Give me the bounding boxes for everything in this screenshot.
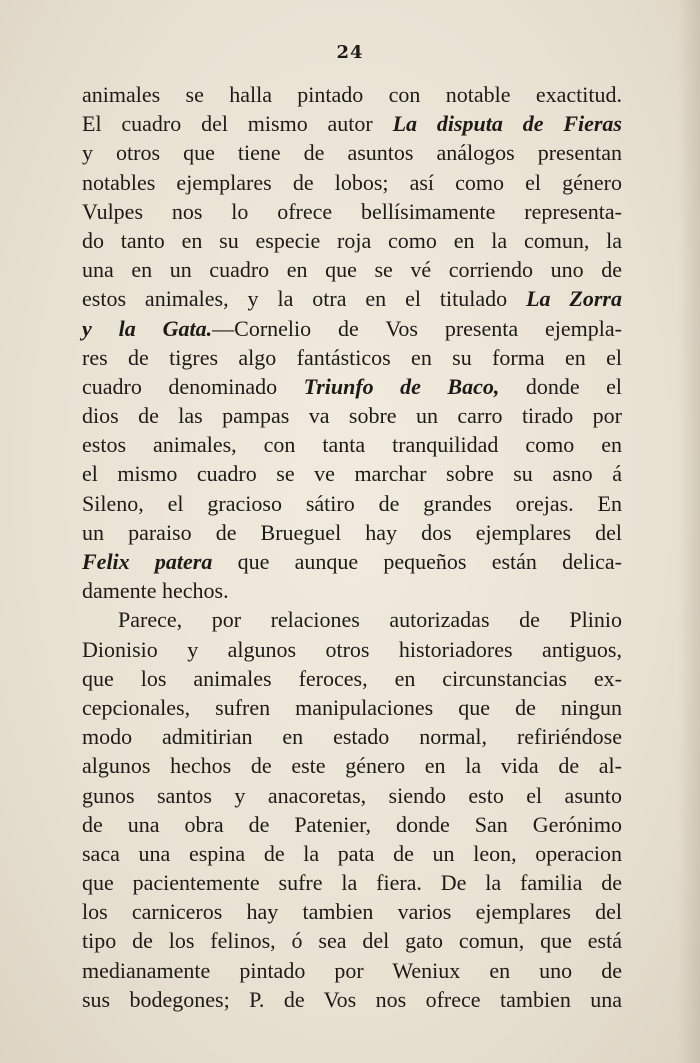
italic-title-text: y la Gata. [82, 315, 213, 341]
text-line [82, 401, 622, 430]
text-line [82, 197, 622, 226]
text-line [82, 781, 622, 810]
text-line [82, 314, 622, 343]
text-line [82, 926, 622, 955]
text-line [82, 635, 622, 664]
paragraph [82, 605, 622, 1014]
line-text: tipo de los felinos, ó sea del gato comun, que está [82, 928, 622, 954]
line-text: que los animales feroces, en circunstancias ex- [82, 665, 622, 691]
page-edge-shadow [678, 0, 700, 1063]
text-line [82, 255, 622, 284]
text-line [82, 956, 622, 985]
italic-title-text: La Zorra [526, 286, 622, 312]
line-text: algunos hechos de este género en la vida de al- [82, 753, 622, 779]
line-text: el mismo cuadro se ve marchar sobre su asno á [82, 461, 622, 487]
text-line [82, 226, 622, 255]
text-line [82, 109, 622, 138]
italic-title-text: La disputa de Fieras [392, 111, 622, 137]
line-text: modo admitirian en estado normal, refiriéndose [82, 724, 622, 750]
line-text: Dionisio y algunos otros historiadores antiguos, [82, 636, 622, 662]
line-text: Sileno, el gracioso sátiro de grandes orejas. En [82, 490, 622, 516]
text-line [82, 810, 622, 839]
text-line [82, 138, 622, 167]
line-text: El cuadro del mismo autor [82, 111, 393, 137]
text-line [82, 489, 622, 518]
line-text: cuadro denominado [82, 373, 304, 399]
line-text: estos animales, con tanta tranquilidad como en [82, 432, 622, 458]
italic-title-text: Felix patera [82, 549, 213, 574]
line-text: Vulpes nos lo ofrece bellísimamente representa- [82, 198, 622, 224]
line-text: animales se halla pintado con notable exactitud. [82, 82, 622, 107]
text-line [82, 168, 622, 197]
text-line [82, 343, 622, 372]
line-text: dios de las pampas va sobre un carro tirado por [82, 403, 622, 429]
line-text: res de tigres algo fantásticos en su forma en el [82, 344, 622, 370]
line-text: que pacientemente sufre la fiera. De la familia de [82, 870, 622, 896]
text-line [82, 605, 622, 634]
line-text: un paraiso de Brueguel hay dos ejemplares del [82, 519, 622, 545]
text-line [82, 459, 622, 488]
line-text: de una obra de Patenier, donde San Gerónimo [82, 811, 622, 837]
text-line [82, 664, 622, 693]
line-text: sus bodegones; P. de Vos nos ofrece tambien una [82, 986, 622, 1012]
text-line [82, 722, 622, 751]
text-line [82, 80, 622, 109]
line-text: notables ejemplares de lobos; así como el género [82, 169, 622, 195]
text-line [82, 576, 622, 605]
line-text: —Cornelio de Vos presenta ejempla- [212, 315, 622, 341]
page-number: 24 [336, 42, 364, 63]
text-line [82, 985, 622, 1014]
line-text: estos animales, y la otra en el titulado [82, 286, 527, 312]
text-line [82, 839, 622, 868]
text-line [82, 284, 622, 313]
line-text: cepcionales, sufren manipulaciones que de ningun [82, 694, 622, 720]
line-text: y otros que tiene de asuntos análogos presentan [82, 140, 622, 166]
text-line [82, 547, 622, 576]
text-line [82, 897, 622, 926]
text-line [82, 751, 622, 780]
text-line [82, 372, 622, 401]
italic-title-text: Triunfo de Baco, [303, 373, 500, 399]
line-text: que aunque pequeños están delica- [212, 549, 622, 574]
text-line [82, 518, 622, 547]
text-line [82, 693, 622, 722]
line-text: damente hechos. [82, 578, 229, 604]
line-text: una en un cuadro en que se vé corriendo uno de [82, 257, 622, 283]
line-text: los carniceros hay tambien varios ejemplares del [82, 899, 622, 925]
line-text: saca una espina de la pata de un leon, operacion [82, 840, 622, 866]
line-text: medianamente pintado por Weniux en uno de [82, 957, 622, 983]
text-line [82, 430, 622, 459]
line-text: Parece, por relaciones autorizadas de Plinio [118, 607, 622, 633]
paragraph [82, 80, 622, 605]
line-text: do tanto en su especie roja como en la comun, la [82, 227, 622, 253]
body-text [82, 80, 622, 1014]
line-text: donde el [499, 373, 622, 399]
line-text: gunos santos y anacoretas, siendo esto el asunto [82, 782, 622, 808]
text-line [82, 868, 622, 897]
